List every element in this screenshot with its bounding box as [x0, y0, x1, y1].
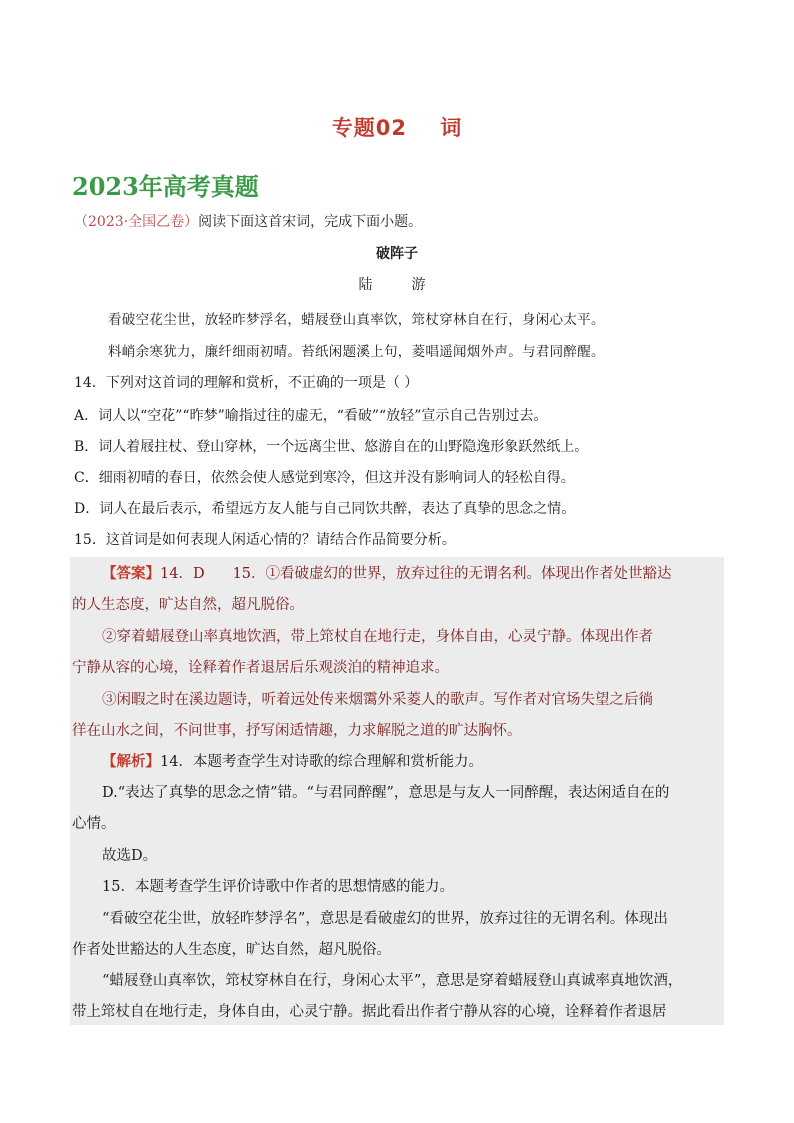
analysis-d-line2: 心情。: [72, 816, 116, 832]
answer-14: 14．D: [160, 566, 205, 582]
section-heading: 2023年高考真题: [72, 172, 259, 201]
poem-line-2: 料峭余寒犹力，廉纤细雨初晴。苔纸闲题溪上句，菱唱遥闻烟外声。与君同醉醒。: [108, 344, 605, 360]
option-a: A．词人以“空花”“昨梦”喻指过往的虚无，“看破”“放轻”宣示自己告别过去。: [74, 408, 548, 424]
analysis-line: [102, 750, 483, 771]
analysis-d-line1: D.“表达了真挚的思念之情”错。“与君同醉醒”，意思是与友人一同醉醒，表达闲适自在的: [102, 785, 670, 801]
source-label: （2023·全国乙卷）: [74, 214, 199, 230]
analysis-15: 15．本题考查学生评价诗歌中作者的思想情感的能力。: [102, 879, 454, 895]
analysis-15-p2-line2: 带上筇杖自在地行走，身体自由，心灵宁静。据此看出作者宁静从容的心境，诠释着作者退居: [72, 1004, 667, 1020]
answer-15-part1-cont: 的人生态度，旷达自然，超凡脱俗。: [72, 597, 304, 613]
answer-15-part3-cont: 徉在山水之间，不问世事，抒写闲适情趣，力求解脱之道的旷达胸怀。: [72, 723, 522, 739]
question-15-stem: 15．这首词是如何表现人闲适心情的？请结合作品简要分析。: [74, 532, 456, 548]
option-c: C．细雨初晴的春日，依然会使人感觉到寒冷，但这并没有影响词人的轻松自得。: [74, 470, 575, 486]
source-instruction: 阅读下面这首宋词，完成下面小题。: [198, 214, 423, 230]
analysis-15-p1-line1: “看破空花尘世，放轻昨梦浮名”，意思是看破虚幻的世界，放弃过往的无谓名利。体现出: [102, 911, 668, 927]
answer-15-part2: ②穿着蜡屐登山率真地饮酒，带上筇杖自在地行走，身体自由，心灵宁静。体现出作者: [102, 629, 653, 645]
analysis-15-p2-line1: “蜡屐登山真率饮，筇杖穿林自在行，身闲心太平”，意思是穿着蜡屐登山真诚率真地饮酒，: [102, 973, 683, 989]
choose-d: 故选D。: [102, 848, 158, 864]
analysis-tag: 【解析】: [102, 753, 160, 770]
answer-line: [102, 562, 672, 583]
option-b: B．词人着屐拄杖、登山穿林，一个远离尘世、悠游自在的山野隐逸形象跃然纸上。: [74, 439, 589, 455]
poem-line-1: 看破空花尘世，放轻昨梦浮名，蜡屐登山真率饮，筇杖穿林自在行，身闲心太平。: [108, 312, 605, 328]
answer-15-part3: ③闲暇之时在溪边题诗，听着远处传来烟霭外采菱人的歌声。写作者对官场失望之后徜: [102, 692, 653, 708]
analysis-14: 14．本题考查学生对诗歌的综合理解和赏析能力。: [160, 754, 483, 770]
option-d: D．词人在最后表示，希望远方友人能与自己同饮共醉，表达了真挚的思念之情。: [74, 501, 576, 517]
question-14-stem: 14．下列对这首词的理解和赏析，不正确的一项是（ ）: [74, 375, 419, 391]
source-line: [74, 211, 422, 231]
answer-15-part1: 15．①看破虚幻的世界，放弃过往的无谓名利。体现出作者处世豁达: [232, 566, 672, 582]
analysis-15-p1-line2: 作者处世豁达的人生态度，旷达自然，超凡脱俗。: [72, 942, 391, 958]
answer-15-part2-cont: 宁静从容的心境，诠释着作者退居后乐观淡泊的精神追求。: [72, 660, 449, 676]
answer-tag: 【答案】: [102, 565, 160, 582]
poem-title: 破阵子: [376, 246, 418, 262]
poem-author: 陆 游: [358, 277, 436, 293]
page-title: 专题02 词: [331, 116, 463, 140]
